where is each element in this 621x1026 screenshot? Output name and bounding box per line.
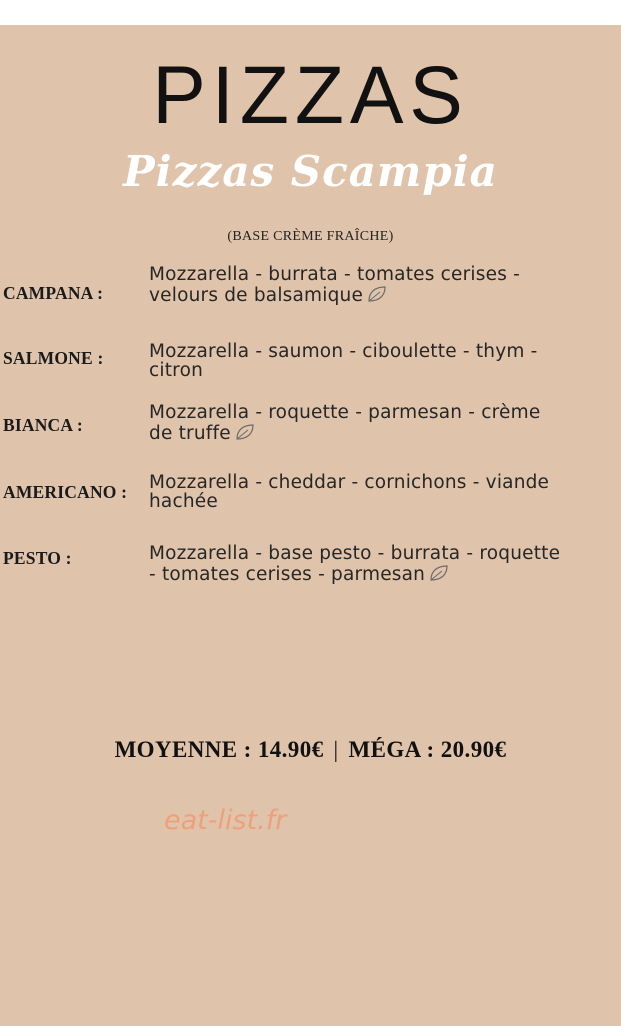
item-name: CAMPANA : (3, 283, 104, 303)
leaf-icon (366, 284, 388, 304)
item-description-line: Mozzarella - base pesto - burrata - roquette (149, 543, 561, 564)
item-description (149, 265, 619, 305)
item-description-line: Mozzarella - roquette - parmesan - crème (149, 402, 541, 423)
menu-page (0, 25, 621, 1026)
price-line (0, 737, 621, 763)
price-medium: MOYENNE : 14.90€ (114, 737, 324, 762)
menu-title: PIZZAS (152, 50, 469, 141)
item-name: BIANCA : (3, 415, 83, 435)
item-description-line: velours de balsamique (149, 284, 619, 305)
item-description (149, 544, 621, 584)
price-mega: MÉGA : 20.90€ (348, 737, 507, 762)
price-separator: | (333, 737, 339, 762)
item-description (149, 403, 619, 443)
item-name: PESTO : (3, 548, 72, 568)
item-description-line: hachée (149, 491, 218, 512)
item-description (149, 342, 619, 380)
item-description-line: citron (149, 360, 204, 381)
item-description-line: Mozzarella - saumon - ciboulette - thym - (149, 341, 538, 362)
item-description-line: de truffe (149, 422, 619, 443)
item-name: SALMONE : (3, 348, 104, 368)
item-description-line: Mozzarella - burrata - tomates cerises - (149, 264, 520, 285)
base-note: (BASE CRÈME FRAÎCHE) (227, 229, 394, 244)
item-name: AMERICANO : (3, 482, 128, 502)
item-description (149, 473, 619, 511)
item-description-line: Mozzarella - cheddar - cornichons - viande (149, 472, 550, 493)
item-description-line: - tomates cerises - parmesan (149, 563, 621, 584)
watermark: eat-list.fr (164, 805, 287, 836)
leaf-icon (234, 422, 256, 442)
leaf-icon (428, 563, 450, 583)
menu-subtitle: Pizzas Scampia (123, 147, 498, 196)
